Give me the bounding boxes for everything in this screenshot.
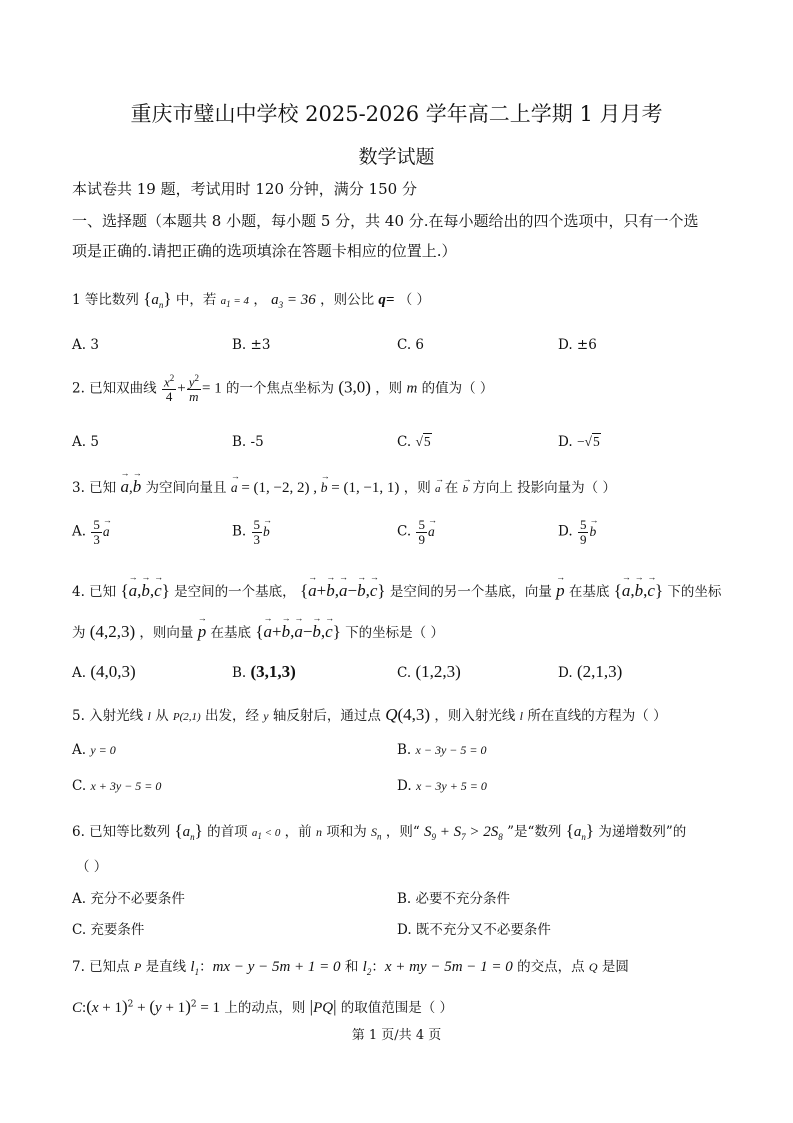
q4-option-d: D. (2,1,3)	[558, 662, 623, 681]
q5-option-c: C. x + 3y − 5 = 0	[72, 778, 162, 794]
exam-title: 重庆市璧山中学校 2025-2026 学年高二上学期 1 月月考	[130, 102, 663, 126]
exam-subtitle: 数学试题	[358, 146, 435, 168]
q5-option-d: D. x − 3y + 5 = 0	[397, 778, 487, 794]
question-2: 2. 已知双曲线 $\frac{x^2}{4}$ + $\frac{y^2}{m}$ = 1 的一个焦点坐标为 (3,0) ，则 m 的值为（ ）	[72, 373, 494, 404]
q3-option-b: B. $\frac{5}{3}$ → b	[232, 518, 270, 546]
question-6: 6. 已知等比数列 $\{a_n\}$ 的首项 $a_1 < 0$ ，前 n 项和为 $S_n$ ，则“ $S_9 + S_7 > 2S_8$ ”是“数列 $\{a_n\}$ 为递增数列”的	[72, 821, 687, 842]
q3-option-a: A. $\frac{5}{3}$ → a	[72, 518, 110, 546]
question-7-line2: C:(x + $1)^2 + (y + 1)^2 = 1$ 上的动点，则 |PQ| 的取值范围是（ ）	[72, 997, 454, 1016]
q1-sequence: $\{a_n\}$	[143, 289, 172, 310]
q2-option-d: D. −√5	[558, 434, 600, 450]
page-footer: 第 1 页/共 4 页	[351, 1028, 442, 1043]
q5-option-b: B. x − 3y − 5 = 0	[397, 742, 487, 758]
q6-option-b: B. 必要不充分条件	[397, 891, 511, 907]
question-7: 7. 已知点 P 是直线 $l_1$：mx − y − 5m + 1 = 0 和 $l_2$：x + my − 5m − 1 = 0 的交点，点 Q 是圆	[72, 959, 629, 977]
q6-option-a: A. 充分不必要条件	[72, 891, 185, 907]
q5-option-a: A. y = 0	[72, 742, 116, 758]
q2-option-b: B. -5	[232, 434, 264, 450]
q1-option-c: C. 6	[397, 337, 425, 353]
question-6-line2: （ ）	[76, 859, 108, 875]
q4-option-c: C. (1,2,3)	[397, 662, 461, 681]
q2-option-a: A. 5	[72, 434, 99, 450]
section-instructions-line2: 项是正确的.请把正确的选项填涂在答题卡相应的位置上.）	[72, 242, 457, 260]
q4-option-a: A. (4,0,3)	[72, 662, 136, 681]
q1-cond-a3: $a_3 = 36$	[271, 292, 316, 310]
q1-cond-a1: $a_1 = 4$	[220, 295, 250, 310]
q1-option-d: D. ±6	[558, 337, 597, 353]
q1-option-b: B. ±3	[232, 337, 271, 353]
question-4-line2: 为 (4,2,3) ，则向量 → p 在基底 {→ a+→ b,→ a−→ b,→ c} 下的坐标是（ ）	[72, 621, 444, 642]
question-1: 1 等比数列 $\{a_n\}$ 中，若 $a_1 = 4$ ， $a_3 = 36$ ，则公比 q= （ ）	[72, 289, 431, 310]
q1-q: q=	[378, 292, 395, 308]
q3-option-c: C. $\frac{5}{9}$ → a	[397, 518, 435, 546]
q2-option-c: C. √5	[397, 434, 431, 450]
question-5: 5. 入射光线 l 从 P(2,1) 出发，经 y 轴反射后，通过点 Q(4,3) ，则入射光线 l 所在直线的方程为（ ）	[72, 705, 667, 724]
question-3: 3. 已知 → a,→ b 为空间向量且 → a = (1, −2, 2) , → b = (1, −1, 1) ，则 → a 在 → b 方向上 投影向量为（ ）	[72, 476, 616, 497]
q6-option-d: D. 既不充分又不必要条件	[397, 922, 551, 938]
exam-info: 本试卷共 19 题，考试用时 120 分钟，满分 150 分	[72, 180, 417, 198]
q1-option-a: A. 3	[72, 337, 99, 353]
q4-option-b: B. (3,1,3)	[232, 662, 296, 681]
section-instructions-line1: 一、选择题（本题共 8 小题，每小题 5 分，共 40 分.在每小题给出的四个选项中，只有一个选	[72, 212, 699, 230]
q3-option-d: D. $\frac{5}{9}$ → b	[558, 518, 596, 546]
question-4: 4. 已知 {→ a,→ b,→ c} 是空间的一个基底， {→ a+→ b,→ a−→ b,→ c} 是空间的另一个基底，向量 → p 在基底 {→ a,→ b,→ c} 下的坐标	[72, 580, 721, 601]
q6-option-c: C. 充要条件	[72, 922, 145, 938]
